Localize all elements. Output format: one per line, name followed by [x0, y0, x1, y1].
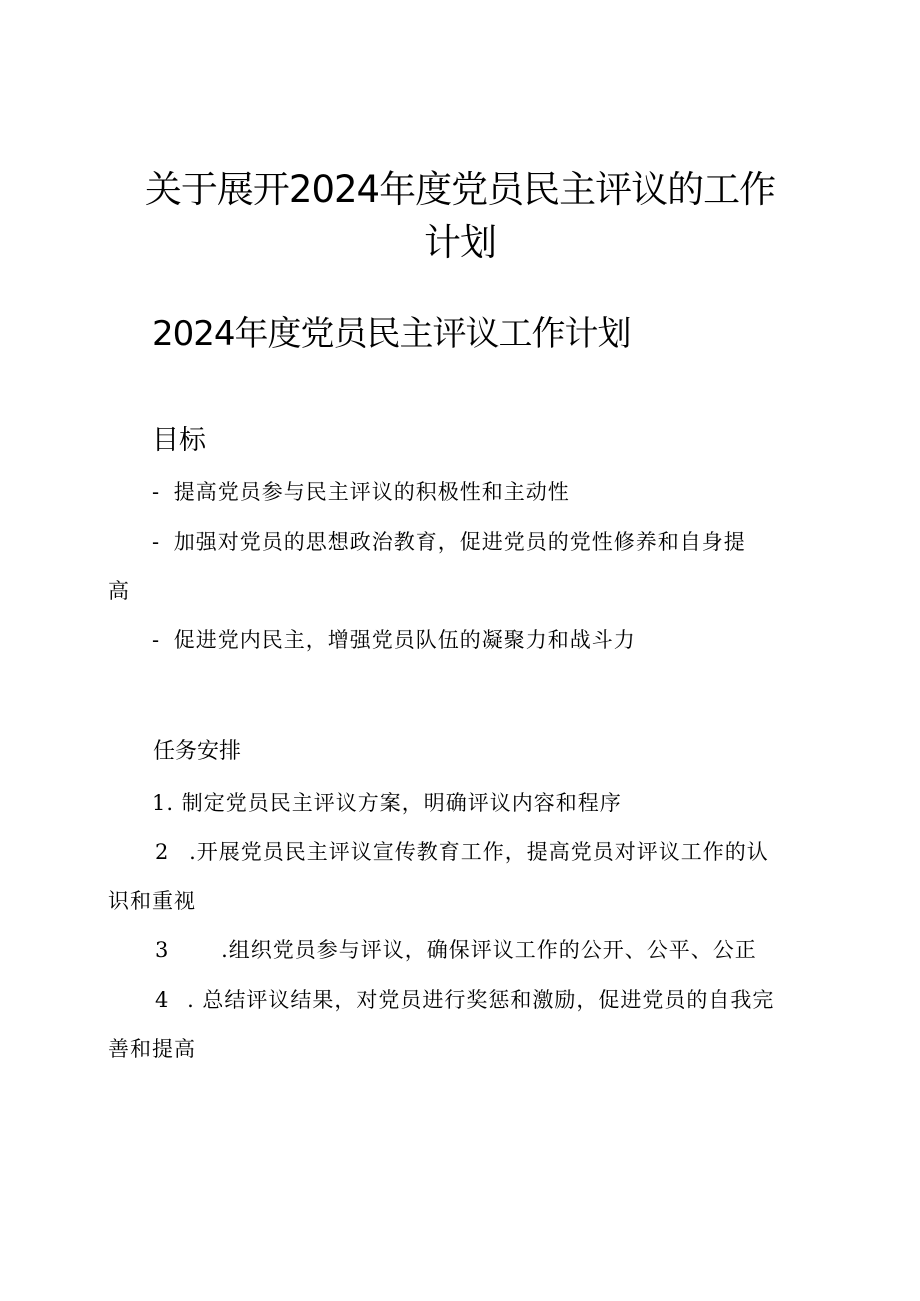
goal-item-2: [152, 528, 746, 556]
task-item-text: 制定党员民主评议方案，明确评议内容和程序: [181, 791, 622, 815]
task-item-text: .开展党员民主评议宣传教育工作，提高党员对评议工作的认: [189, 840, 769, 864]
goal-item-text: 促进党内民主，增强党员队伍的凝聚力和战斗力: [173, 628, 636, 652]
task-item-4: [155, 986, 774, 1014]
task-item-text: . 总结评议结果，对党员进行奖惩和激励，促进党员的自我完: [187, 988, 775, 1012]
goal-item-1: [152, 478, 570, 506]
tasks-heading: 任务安排: [153, 739, 242, 764]
task-item-number: 3: [155, 938, 170, 962]
task-item-number: 4: [155, 988, 170, 1012]
goal-item-3: [152, 626, 636, 654]
task-item-2-continuation: 识和重视: [108, 889, 196, 913]
document-title-line-1: 关于展开2024年度党员民主评议的工作: [144, 168, 776, 211]
document-title-line-2: 计划: [424, 221, 496, 264]
task-item-number: 1.: [152, 791, 175, 815]
task-item-text: .组织党员参与评议，确保评议工作的公开、公平、公正: [221, 938, 757, 962]
document-subtitle: 2024年度党员民主评议工作计划: [152, 314, 631, 354]
goal-item-marker: -: [152, 480, 161, 504]
task-item-2: [155, 838, 769, 866]
goal-item-text: 加强对党员的思想政治教育，促进党员的党性修养和自身提: [173, 530, 746, 554]
task-item-3: [155, 936, 757, 964]
goal-item-marker: -: [152, 530, 161, 554]
goal-item-2-continuation: 高: [108, 579, 130, 603]
goals-heading: 目标: [152, 425, 206, 456]
goal-item-marker: -: [152, 628, 161, 652]
task-item-number: 2: [155, 840, 170, 864]
goal-item-text: 提高党员参与民主评议的积极性和主动性: [173, 480, 570, 504]
task-item-1: [152, 789, 622, 817]
task-item-4-continuation: 善和提高: [108, 1037, 196, 1061]
